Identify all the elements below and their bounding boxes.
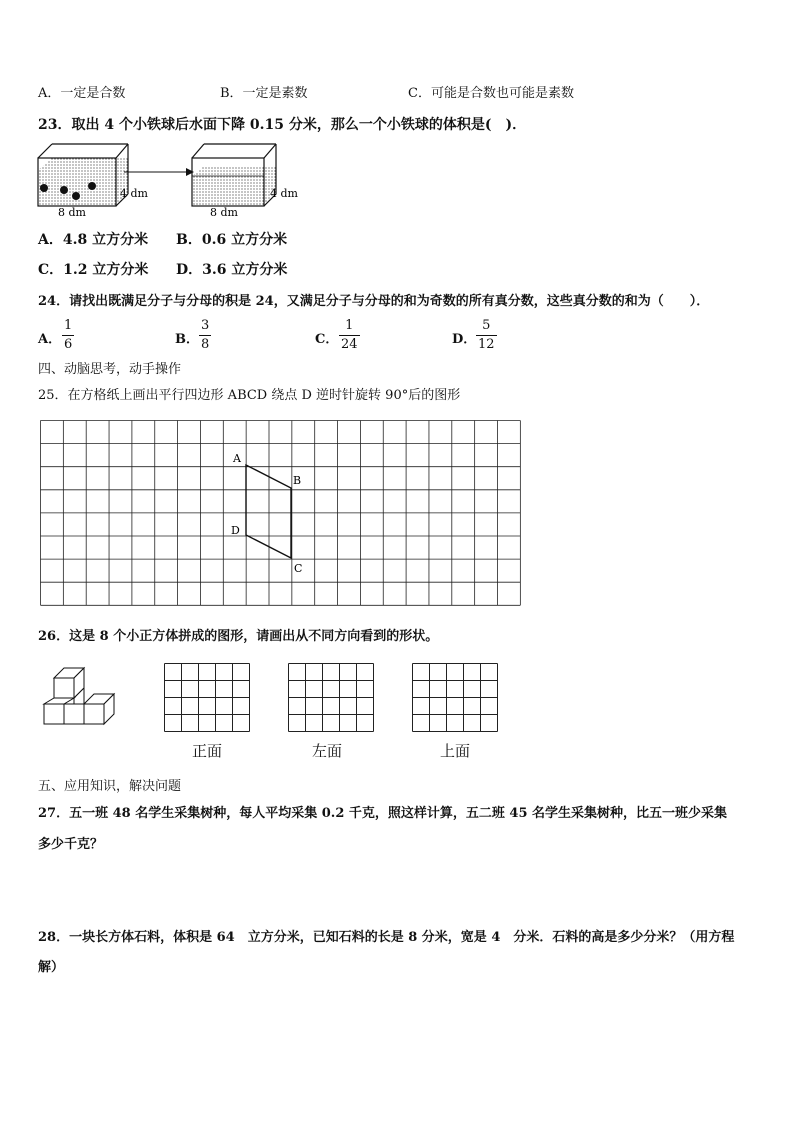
- question-27-line2: 多少千克？: [38, 837, 104, 852]
- height-label: 4 dm: [120, 187, 148, 200]
- denominator: 12: [478, 337, 495, 352]
- front-view-grid: [164, 663, 250, 732]
- parallelogram-abcd: [226, 448, 316, 588]
- question-28-line1: 28．一块长方体石料，体积是 64 立方分米，已知石料的长是 8 分米，宽是 4 分米．石料的高是多少分米？（用方程: [38, 930, 735, 945]
- option-b: B．一定是素数: [220, 86, 308, 101]
- question-26-stem: 26．这是 8 个小正方体拼成的图形，请画出从不同方向看到的形状。: [38, 629, 439, 644]
- question-24-stem: 24．请找出既满足分子与分母的积是 24，又满足分子与分母的和为奇数的所有真分数，这些真分数的和为（ ）．: [38, 294, 710, 309]
- vertex-label-a: A: [233, 452, 241, 465]
- option-a: A．4.8 立方分米: [38, 232, 149, 248]
- tank-after-figure: [190, 140, 330, 220]
- tank-before-figure: [36, 140, 176, 220]
- section-heading: 五、应用知识，解决问题: [38, 779, 182, 794]
- vertex-label-c: C: [294, 562, 303, 575]
- numerator: 1: [64, 318, 73, 333]
- option-b-letter: B．: [175, 332, 199, 347]
- length-label: 8 dm: [58, 206, 86, 219]
- question-27-line1: 27．五一班 48 名学生采集树种，每人平均采集 0.2 千克，照这样计算，五二班 45 名学生采集树种，比五一班少采集: [38, 806, 728, 821]
- option-c: C．可能是合数也可能是素数: [408, 86, 574, 101]
- option-a: A．一定是合数: [38, 86, 126, 101]
- iron-ball: [40, 184, 48, 192]
- height-label: 4 dm: [270, 187, 298, 200]
- option-b: B．0.6 立方分米: [176, 232, 288, 248]
- option-b-fraction: [199, 318, 211, 353]
- numerator: 5: [482, 318, 491, 333]
- option-c-letter: C．: [315, 332, 339, 347]
- question-28-line2: 解）: [38, 960, 65, 975]
- left-view-grid: [288, 663, 374, 732]
- denominator: 6: [64, 337, 73, 352]
- vertex-label-b: B: [293, 474, 302, 487]
- question-25-stem: 25．在方格纸上画出平行四边形 ABCD 绕点 D 逆时针旋转 90°后的图形: [38, 388, 461, 403]
- option-a-fraction: [62, 318, 74, 353]
- denominator: 8: [201, 337, 210, 352]
- iron-ball: [72, 192, 80, 200]
- caption-front: 正面: [192, 742, 223, 760]
- parallelogram-shape: [246, 465, 291, 558]
- question-23-stem: 23．取出 4 个小铁球后水面下降 0.15 分米，那么一个小铁球的体积是( )．: [38, 117, 527, 133]
- caption-top: 上面: [440, 742, 471, 760]
- cube-arrangement-figure: [42, 664, 132, 734]
- denominator: 24: [341, 337, 358, 352]
- vertex-label-d: D: [231, 524, 240, 537]
- caption-left: 左面: [312, 742, 343, 760]
- section-heading: 四、动脑思考，动手操作: [38, 362, 182, 377]
- top-view-grid: [412, 663, 498, 732]
- iron-ball: [88, 182, 96, 190]
- length-label: 8 dm: [210, 206, 238, 219]
- option-d-fraction: [476, 318, 497, 353]
- option-a-letter: A．: [38, 332, 62, 347]
- numerator: 3: [201, 318, 210, 333]
- option-c: C．1.2 立方分米: [38, 262, 149, 278]
- numerator: 1: [345, 318, 354, 333]
- option-d: D．3.6 立方分米: [176, 262, 288, 278]
- option-d-letter: D．: [452, 332, 477, 347]
- arrow-icon: [124, 166, 194, 178]
- option-c-fraction: [339, 318, 360, 353]
- iron-ball: [60, 186, 68, 194]
